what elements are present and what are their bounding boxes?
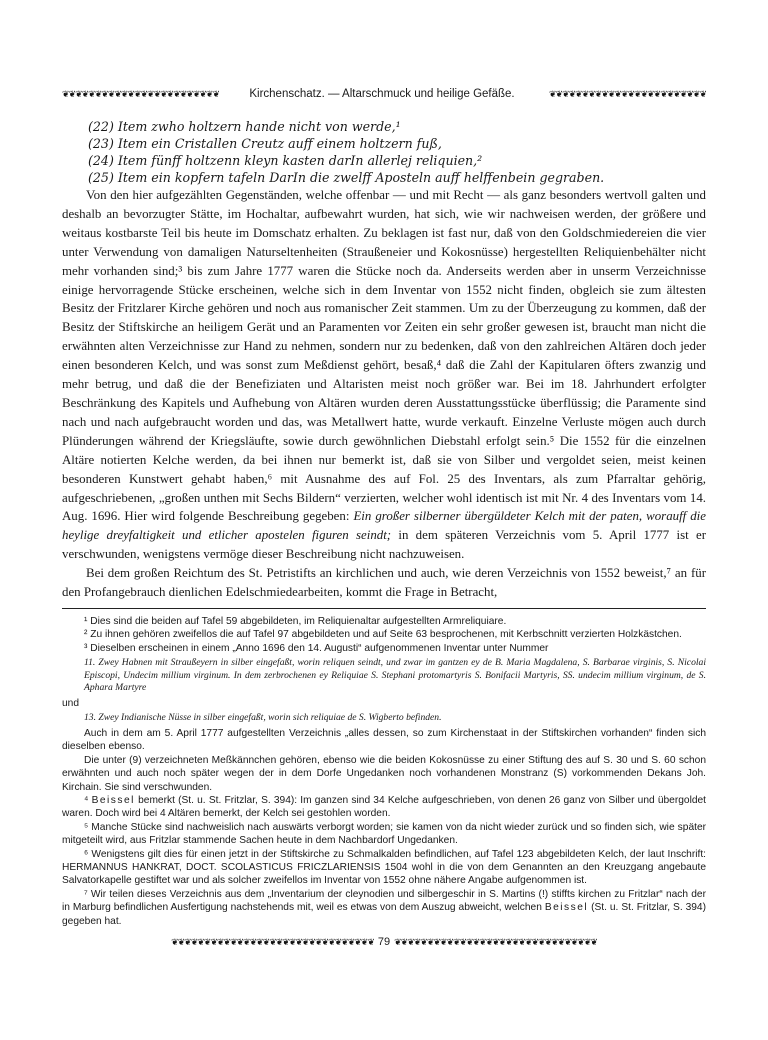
inventory-item: (22) Item zwho holtzern hande nicht von werde,¹ — [88, 119, 401, 134]
running-title: Kirchenschatz. — Altarschmuck und heilige Gefäße. — [249, 88, 515, 100]
author-name: Beissel — [544, 902, 589, 914]
header-ornament-right: ❦❦❦❦❦❦❦❦❦❦❦❦❦❦❦❦❦❦❦❦❦❦❦❦ — [549, 88, 706, 99]
running-header — [62, 86, 706, 102]
footnote: ⁵ Manche Stücke sind nachweislich nach auswärts verborgt worden; sie kamen von da nicht wieder zurück und so finden sich, wie später mitgeteilt wird, aus Fritzlar stammende Sachen heute in dem Nachbardorf Ungedanken. — [62, 821, 706, 847]
inventory-list — [62, 118, 706, 186]
footnote: ¹ Dies sind die beiden auf Tafel 59 abgebildeten, im Reliquienaltar aufgestellten Armreliquiare. — [84, 615, 507, 627]
body-paragraph: Bei dem großen Reichtum des St. Petristifts an kirchlichen und auch, wie deren Verzeichnis von 1552 beweist,⁷ an für den Profangebrauch dienlichen Edelschmiedearbeiten, kommt die Frage in Betracht, — [62, 566, 706, 600]
footnote-continuation: Die unter (9) verzeichneten Meßkännchen gehören, ebenso wie die beiden Kokosnüsse zu einer Stiftung des auf S. 30 und S. 60 schon erwähnten und auch noch später wegen der in dem Dorfe Ungedanken noch vorhandenen Monstranz (S) vorkommenden Dekans Joh. Kirchain. Sie sind verschwunden. — [62, 754, 706, 793]
footnote: ² Zu ihnen gehören zweifellos die auf Tafel 97 abgebildeten und auf Seite 63 besprochenen, mit Kerbschnitt verzierten Holzkästchen. — [84, 629, 682, 641]
book-page — [62, 86, 706, 948]
page-footer — [62, 936, 706, 948]
footer-ornament-left: ❦❦❦❦❦❦❦❦❦❦❦❦❦❦❦❦❦❦❦❦❦❦❦❦❦❦❦❦❦❦❦ — [171, 936, 374, 947]
chalice-description-quote: Ein großer silberner übergüldeter Kelch mit der paten, worauff die heylige dreyfaltigkeit und etlicher apostelen figuren seindt; — [62, 509, 706, 543]
body-paragraph-text: Von den hier aufgezählten Gegenständen, welche offenbar — und mit Recht — als ganz besonders wertvoll galten und deshalb an bevorzugter Stätte, im Hochaltar, aufbewahrt wurden, hat sich, wie wir nachweisen werden, der größere und weitaus kostbarste Teil bis heute im Domschatz erhalten. Zu beklagen ist fast nur, daß von den Goldschmiedereien die vier unter Verwendung von damaligen Naturseltenheiten (Straußeneier und Kokosnüsse) hergestellten Reliquienbehälter nicht mehr vorhanden sind;³ bis zum Jahre 1777 waren die Stücke noch da. Anderseits werden aber in unserm Verzeichnisse einige hervorragende Stücke erscheinen, welche sich in dem Inventar von 1552 nicht finden, obgleich sie zum ältesten Besitz der Fritzlarer Kirche gehören und noch aus romanischer Zeit stammen. Um zu der Überzeugung zu kommen, daß der Besitz der Stiftskirche an heiligem Gerät und an Paramenten vor Zeiten ein sehr großer gewesen ist, braucht man nicht die erwähnten alten Verzeichnisse zur Hand zu nehmen, sondern nur zu bedenken, daß von den zahlreichen Altären doch jeder einen besonderen Kelch, und was sonst zum Meßdienst gehört, besaß,⁴ daß die Zahl der Kapitularen öfters zwanzig und mehr betrug, und daß die der Benefiziaten und Altaristen meist noch größer war. Bei im 18. Jahrhundert erfolgter Beschränkung des Kapitels und Aufhebung von Altären wurden deren Ausstattungsstücke überflüssig; die Paramente sind nach und nach aufgebraucht worden und das, was Metallwert hatte, wurde verkauft. Einzelne Verluste mögen auch durch Plünderungen während der Kriegsläufte, sowie durch gewöhnlichen Diebstahl erfolgt sein.⁵ Die 1552 für die einzelnen Altäre notierten Kelche werden, da bei ihnen nur bemerkt ist, daß sie von Silber und vergoldet seien, meist keinen besonderen Kunstwert gehabt haben,⁶ mit Ausnahme des auf Fol. 25 des Inventars, als zum Pfarraltar gehörig, aufgeschriebenen, „großen unthen mit Sechs Bildern“ verzierten, welcher wohl identisch ist mit Nr. 4 des Inventars vom 14. Aug. 1696. Hier wird folgende Beschreibung gegeben: — [62, 188, 706, 524]
footnote-continuation: Auch in dem am 5. April 1777 aufgestellten Verzeichnis „alles dessen, so zum Kirchenstaat in der Stiftskirchen vorhanden“ finden sich dieselben ebenso. — [62, 727, 706, 753]
footnote: ⁶ Wenigstens gilt dies für einen jetzt in der Stiftskirche zu Schmalkalden befindlichen, auf Tafel 123 abgebildeten Kelch, der laut Inschrift: HERMANNUS HANKRAT, DOCT. SCOLASTICUS FRICZLARIENSIS 1504 wohl in die von dem Genannten an den Kreuzgang angebaute Salvatorkapelle gestiftet war und als solcher zweifellos im Inventar von 1552 ohne nähere Angabe aufgenommen ist. — [62, 848, 706, 887]
body-paragraph-end: in dem späteren Verzeichnis vom 5. April 1777 ist er verschwunden, wenigstens vermöge dieser Beschreibung nicht nachzuweisen. — [62, 528, 706, 562]
inventory-item: (25) Item ein kopfern tafeln DarIn die zwelff Aposteln auff helffenbein gegraben. — [88, 170, 605, 185]
inventory-item: (24) Item fünff holtzenn kleyn kasten darIn allerlej reliquien,² — [88, 153, 483, 168]
inventory-item: (23) Item ein Cristallen Creutz auff einem holtzern fuß, — [88, 136, 442, 151]
footer-ornament-right: ❦❦❦❦❦❦❦❦❦❦❦❦❦❦❦❦❦❦❦❦❦❦❦❦❦❦❦❦❦❦❦ — [394, 936, 597, 947]
footnote-quote: 13. Zwey Indianische Nüsse in silber eingefaßt, worin sich reliquiae de S. Wigberto befinden. — [84, 712, 442, 724]
header-ornament-left: ❦❦❦❦❦❦❦❦❦❦❦❦❦❦❦❦❦❦❦❦❦❦❦❦ — [62, 88, 219, 99]
page-number: 79 — [377, 936, 391, 949]
footnotes — [62, 615, 706, 928]
author-name: Beissel — [91, 794, 135, 806]
footnote-quote: 11. Zwey Habnen mit Straußeyern in silber eingefaßt, worin reliquen seindt, und zwar im gantzen ey de B. Maria Magdalena, S. Barbarae virginis, S. Nicolai Episcopi, Undecim millium virginum. In dem zerbrochenen ey Reliquiae S. Stephani protomartyris S. Bonifacii Martyris, SS. undecim millium virginum, de S. Aphara Martyre — [84, 657, 706, 694]
body-paragraph — [62, 186, 706, 564]
footnote: ³ Dieselben erscheinen in einem „Anno 1696 den 14. Augusti“ aufgenommenen Inventar unter Nummer — [84, 642, 549, 654]
footnote: ⁷ Wir teilen dieses Verzeichnis aus dem „Inventarium der cleynodien und silbergeschir in S. Martins (!) stiffts kirchen zu Fritzlar“ nach der in Marburg befindlichen Ausfertigung nachstehends mit, weil es etwas von dem Auszug abweicht, welchen Beissel (St. u. St. Fritzlar, S. 394) gegeben hat. — [62, 888, 706, 927]
footnote-divider — [62, 608, 706, 609]
footnote: ⁴ Beissel bemerkt (St. u. St. Fritzlar, S. 394): Im ganzen sind 34 Kelche aufgeschrieben, von denen 26 ganz von Silber und übergoldet waren. Doch wird bei 4 Altären bemerkt, der Kelch sei gestohlen worden. — [62, 794, 706, 820]
main-text — [62, 186, 706, 602]
footnote-connector: und — [62, 697, 79, 709]
